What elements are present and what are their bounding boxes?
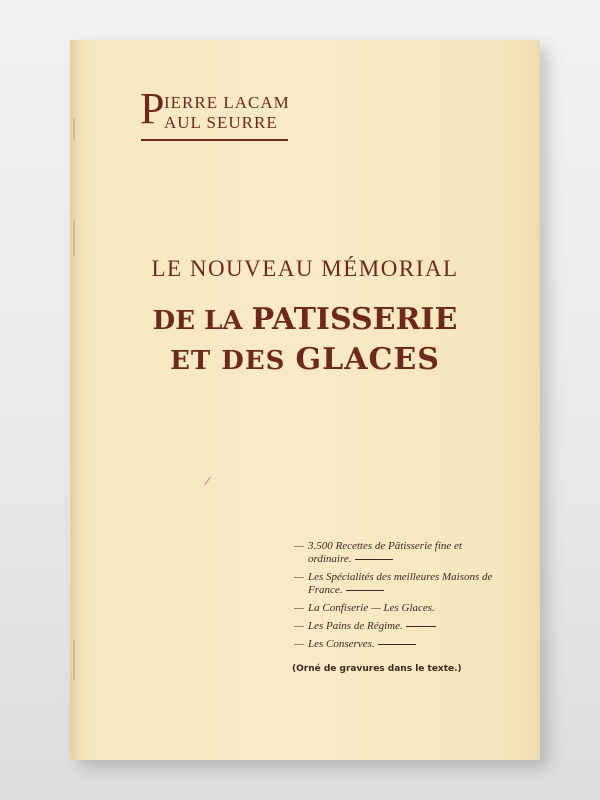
title-line-2 xyxy=(70,302,540,337)
feature-dash: — xyxy=(294,602,304,614)
features-list xyxy=(294,540,494,656)
feature-rule xyxy=(378,644,416,645)
feature-text: Les Pains de Régime. xyxy=(308,620,403,632)
feature-rule xyxy=(346,590,384,591)
author-name-1: IERRE LACAM xyxy=(164,93,290,112)
illustration-note: (Orné de gravures dans le texte.) xyxy=(292,664,462,674)
feature-item xyxy=(294,638,494,651)
title-line-1: LE NOUVEAU MÉMORIAL xyxy=(151,256,459,281)
feature-text: La Confiserie — Les Glaces. xyxy=(308,602,435,614)
spine-edge xyxy=(70,40,80,760)
title-line-3 xyxy=(70,342,540,377)
author-underline xyxy=(141,139,288,141)
book-cover xyxy=(70,40,540,760)
feature-item xyxy=(294,571,494,597)
spine-mark xyxy=(73,118,75,140)
feature-rule xyxy=(406,626,436,627)
feature-item xyxy=(294,620,494,633)
spine-mark xyxy=(73,640,75,680)
feature-dash: — xyxy=(294,638,304,650)
feature-dash: — xyxy=(294,571,304,583)
feature-rule xyxy=(355,559,393,560)
title-line-3-main: GLACES xyxy=(295,342,440,377)
title-line-3-prefix: ET DES xyxy=(170,346,296,376)
feature-dash: — xyxy=(294,540,304,552)
author-name-2: AUL SEURRE xyxy=(164,113,278,132)
feature-item xyxy=(294,540,494,566)
ink-mark xyxy=(204,477,211,486)
spine-mark xyxy=(73,220,75,256)
feature-item xyxy=(294,602,494,615)
feature-dash: — xyxy=(294,620,304,632)
feature-text: Les Spécialités des meilleures Maisons de France. xyxy=(308,571,493,596)
title-line-2-main: PATISSERIE xyxy=(251,302,458,337)
author-initial: P xyxy=(140,84,166,133)
title-line-2-prefix: DE LA xyxy=(152,306,252,336)
feature-text: Les Conserves. xyxy=(308,638,375,650)
feature-text: 3.500 Recettes de Pâtisserie fine et ordinaire. xyxy=(308,540,462,565)
